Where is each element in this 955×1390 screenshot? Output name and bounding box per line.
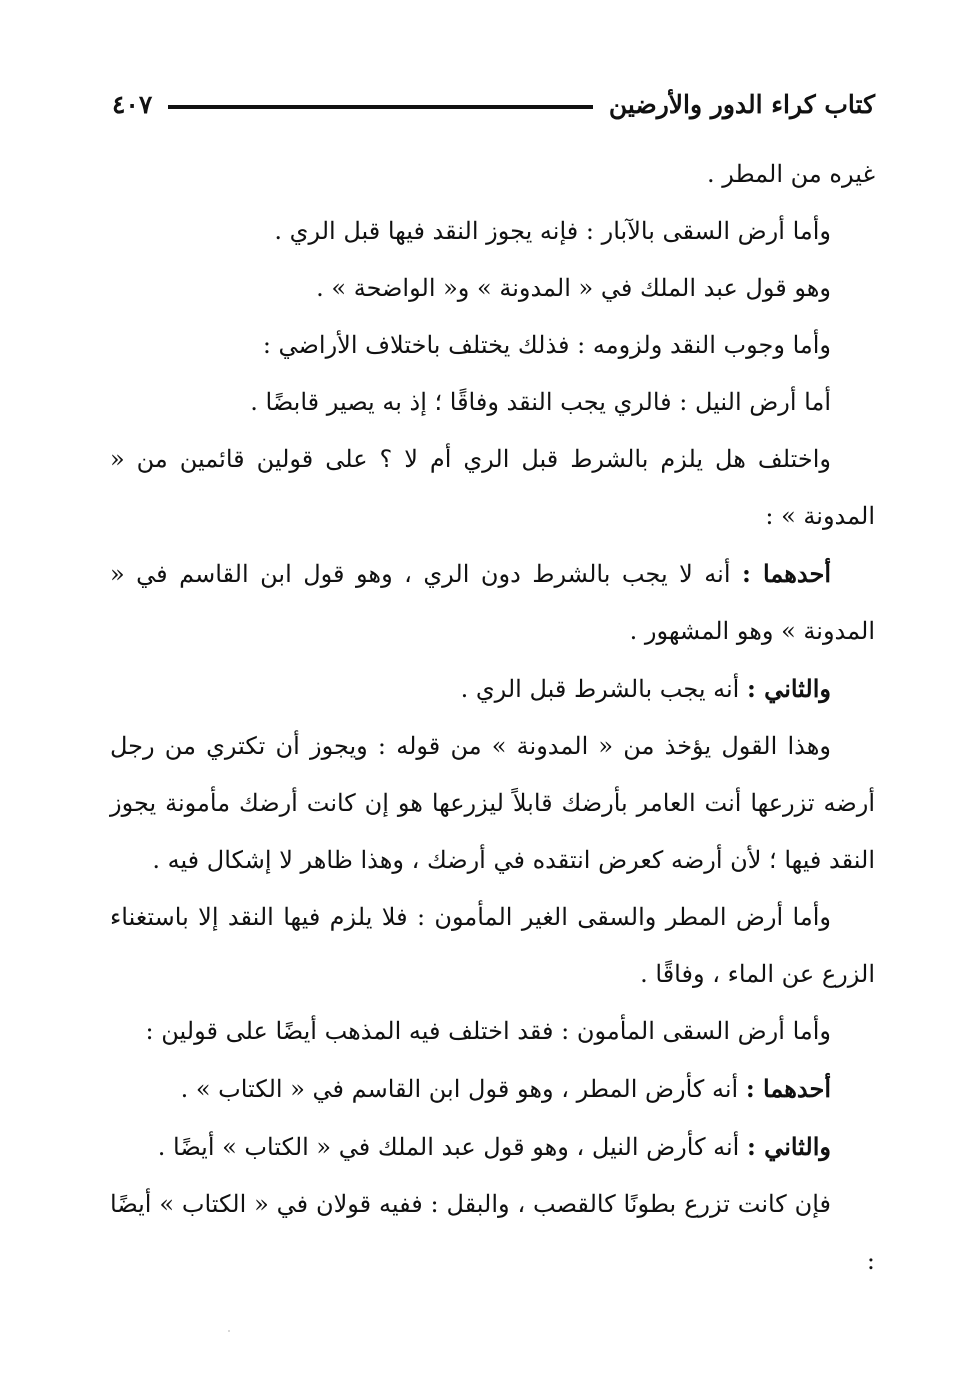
paragraph-lead: والثاني :: [746, 674, 831, 703]
paragraph-lead: أحدهما :: [745, 1074, 831, 1103]
paragraph: [110, 718, 875, 889]
paragraph-text: غيره من المطر .: [706, 160, 875, 188]
header-rule: [168, 105, 593, 109]
paragraph-text: فإن كانت تزرع بطونًا كالقصب ، والبقل : ففيه قولان في « الكتاب » أيضًا :: [110, 1190, 875, 1275]
page-number: ٤٠٧: [112, 89, 153, 119]
page-body: [110, 146, 875, 1290]
paragraph-text: واختلف هل يلزم بالشرط قبل الري أم لا ؟ على قولين قائمين من « المدونة » :: [110, 445, 875, 530]
paragraph-text: أنه كأرض النيل ، وهو قول عبد الملك في « الكتاب » أيضًا .: [157, 1133, 747, 1161]
paragraph-text: وأما أرض السقى المأمون : فقد اختلف فيه المذهب أيضًا على قولين :: [145, 1017, 831, 1045]
paragraph-text: أما أرض النيل : فالري يجب النقد وفاقًا ؛ إذ به يصير قابضًا .: [250, 388, 831, 416]
paragraph-lead: أحدهما :: [741, 559, 831, 588]
paragraph: [110, 1118, 875, 1176]
paragraph-text: وهو قول عبد الملك في « المدونة » و« الواضحة » .: [316, 274, 831, 302]
paragraph: [110, 1176, 875, 1290]
paragraph-text: وأما وجوب النقد ولزومه : فذلك يختلف باختلاف الأراضي :: [262, 331, 831, 359]
paragraph-text: وهذا القول يؤخذ من « المدونة » من قوله : ويجوز أن تكتري من رجل أرضه تزرعها أنت العامر بأرضك قابلاً ليزرعها هو إن كانت أرضك مأمونة يجوز النقد فيها ؛ لأن أرضه كعرض انتقده في أرضك ، وهذا ظاهر لا إشكال فيه .: [110, 732, 875, 874]
scan-speck: [228, 1330, 230, 1332]
paragraph-text: وأما أرض السقى بالآبار : فإنه يجوز النقد فيها قبل الري .: [274, 217, 831, 245]
page-header: [112, 86, 875, 122]
paragraph: [110, 374, 875, 431]
paragraph: [110, 1060, 875, 1118]
paragraph: [110, 545, 875, 660]
running-title: كتاب كراء الدور والأرضين: [608, 89, 875, 119]
paragraph: [110, 146, 875, 203]
paragraph-text: أنه كأرض المطر ، وهو قول ابن القاسم في « الكتاب » .: [180, 1075, 746, 1103]
paragraph-text: أنه يجب بالشرط قبل الري .: [460, 675, 747, 703]
paragraph: [110, 660, 875, 718]
paragraph: [110, 203, 875, 260]
paragraph: [110, 317, 875, 374]
paragraph: [110, 1003, 875, 1060]
paragraph: [110, 889, 875, 1003]
paragraph: [110, 431, 875, 545]
paragraph-lead: والثاني :: [746, 1132, 831, 1161]
paragraph: [110, 260, 875, 317]
paragraph-text: وأما أرض المطر والسقى الغير المأمون : فلا يلزم فيها النقد إلا باستغناء الزرع عن الماء ، وفاقًا .: [110, 903, 875, 988]
paragraph-text: أنه لا يجب بالشرط دون الري ، وهو قول ابن القاسم في « المدونة » وهو المشهور .: [110, 560, 875, 645]
